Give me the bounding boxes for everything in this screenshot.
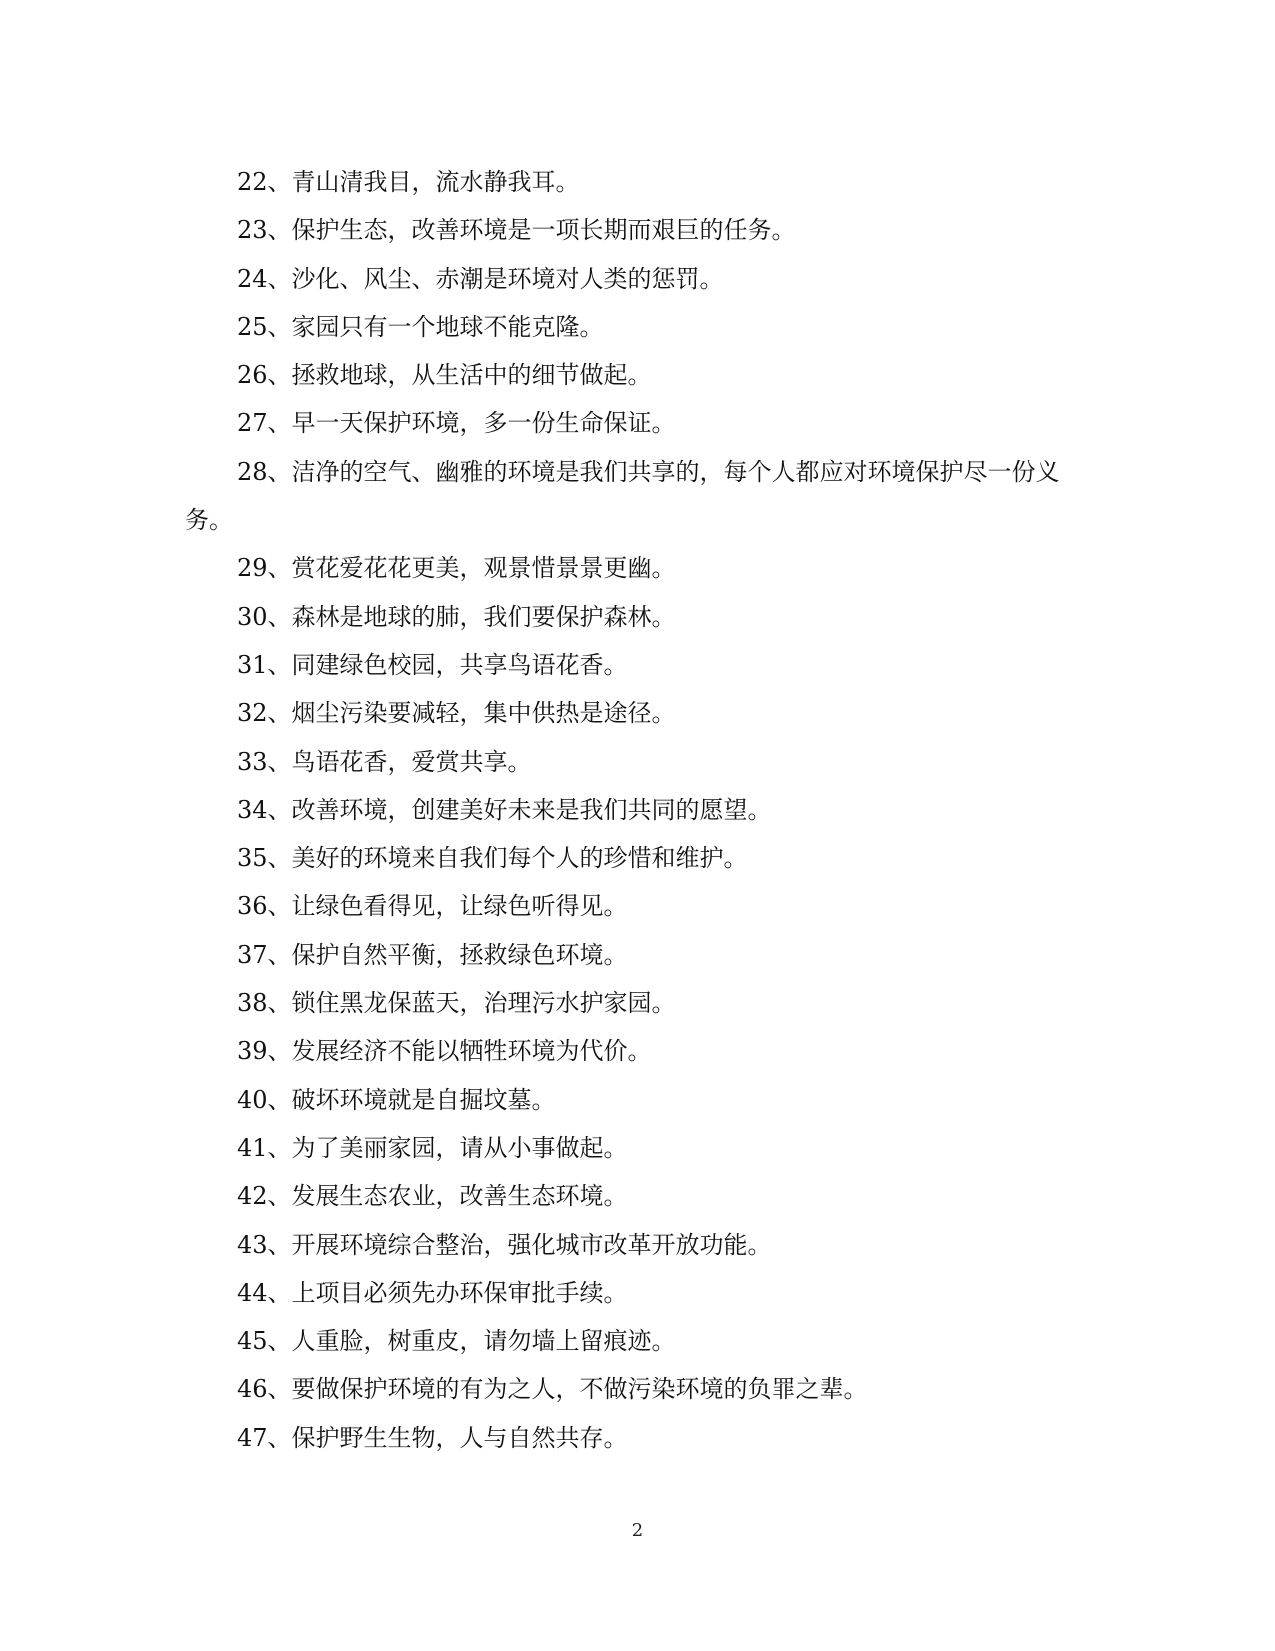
list-item: 26、拯救地球，从生活中的细节做起。: [237, 361, 652, 390]
list-item: 44、上项目必须先办环保审批手续。: [237, 1278, 628, 1307]
list-item: 45、人重脸，树重皮，请勿墙上留痕迹。: [237, 1327, 676, 1356]
list-item: 31、同建绿色校园，共享鸟语花香。: [237, 650, 628, 679]
list-item: 38、锁住黑龙保蓝天，治理污水护家园。: [237, 989, 676, 1018]
list-item: 34、改善环境，创建美好未来是我们共同的愿望。: [237, 795, 772, 824]
list-item: 40、破坏环境就是自掘坟墓。: [237, 1085, 556, 1114]
list-item: 39、发展经济不能以牺牲环境为代价。: [237, 1037, 652, 1066]
list-item: 27、早一天保护环境，多一份生命保证。: [237, 409, 676, 438]
list-item: 30、森林是地球的肺，我们要保护森林。: [237, 602, 676, 631]
list-item: 22、青山清我目，流水静我耳。: [237, 168, 580, 196]
list-item: 47、保护野生生物，人与自然共存。: [237, 1423, 628, 1452]
list-item: 28、洁净的空气、幽雅的环境是我们共享的，每个人都应对环境保护尽一份义务。: [185, 457, 1060, 535]
slogan-list: [185, 158, 1085, 1462]
list-item: 32、烟尘污染要减轻，集中供热是途径。: [237, 699, 676, 728]
list-item: 41、为了美丽家园，请从小事做起。: [237, 1133, 628, 1162]
list-item: 24、沙化、风尘、赤潮是环境对人类的惩罚。: [237, 264, 724, 293]
list-item: 46、要做保护环境的有为之人，不做污染环境的负罪之辈。: [237, 1375, 868, 1404]
list-item: 33、鸟语花香，爱赏共享。: [237, 747, 532, 776]
list-item: 35、美好的环境来自我们每个人的珍惜和维护。: [237, 844, 748, 873]
list-item: 23、保护生态，改善环境是一项长期而艰巨的任务。: [237, 216, 796, 245]
list-item: 43、开展环境综合整治，强化城市改革开放功能。: [237, 1230, 772, 1259]
list-item: 25、家园只有一个地球不能克隆。: [237, 312, 604, 341]
page-number: 2: [631, 1520, 644, 1541]
list-item: 37、保护自然平衡，拯救绿色环境。: [237, 940, 628, 969]
list-item: 29、赏花爱花花更美，观景惜景景更幽。: [237, 554, 676, 583]
list-item: 42、发展生态农业，改善生态环境。: [237, 1182, 628, 1211]
list-item: 36、让绿色看得见，让绿色听得见。: [237, 892, 628, 921]
